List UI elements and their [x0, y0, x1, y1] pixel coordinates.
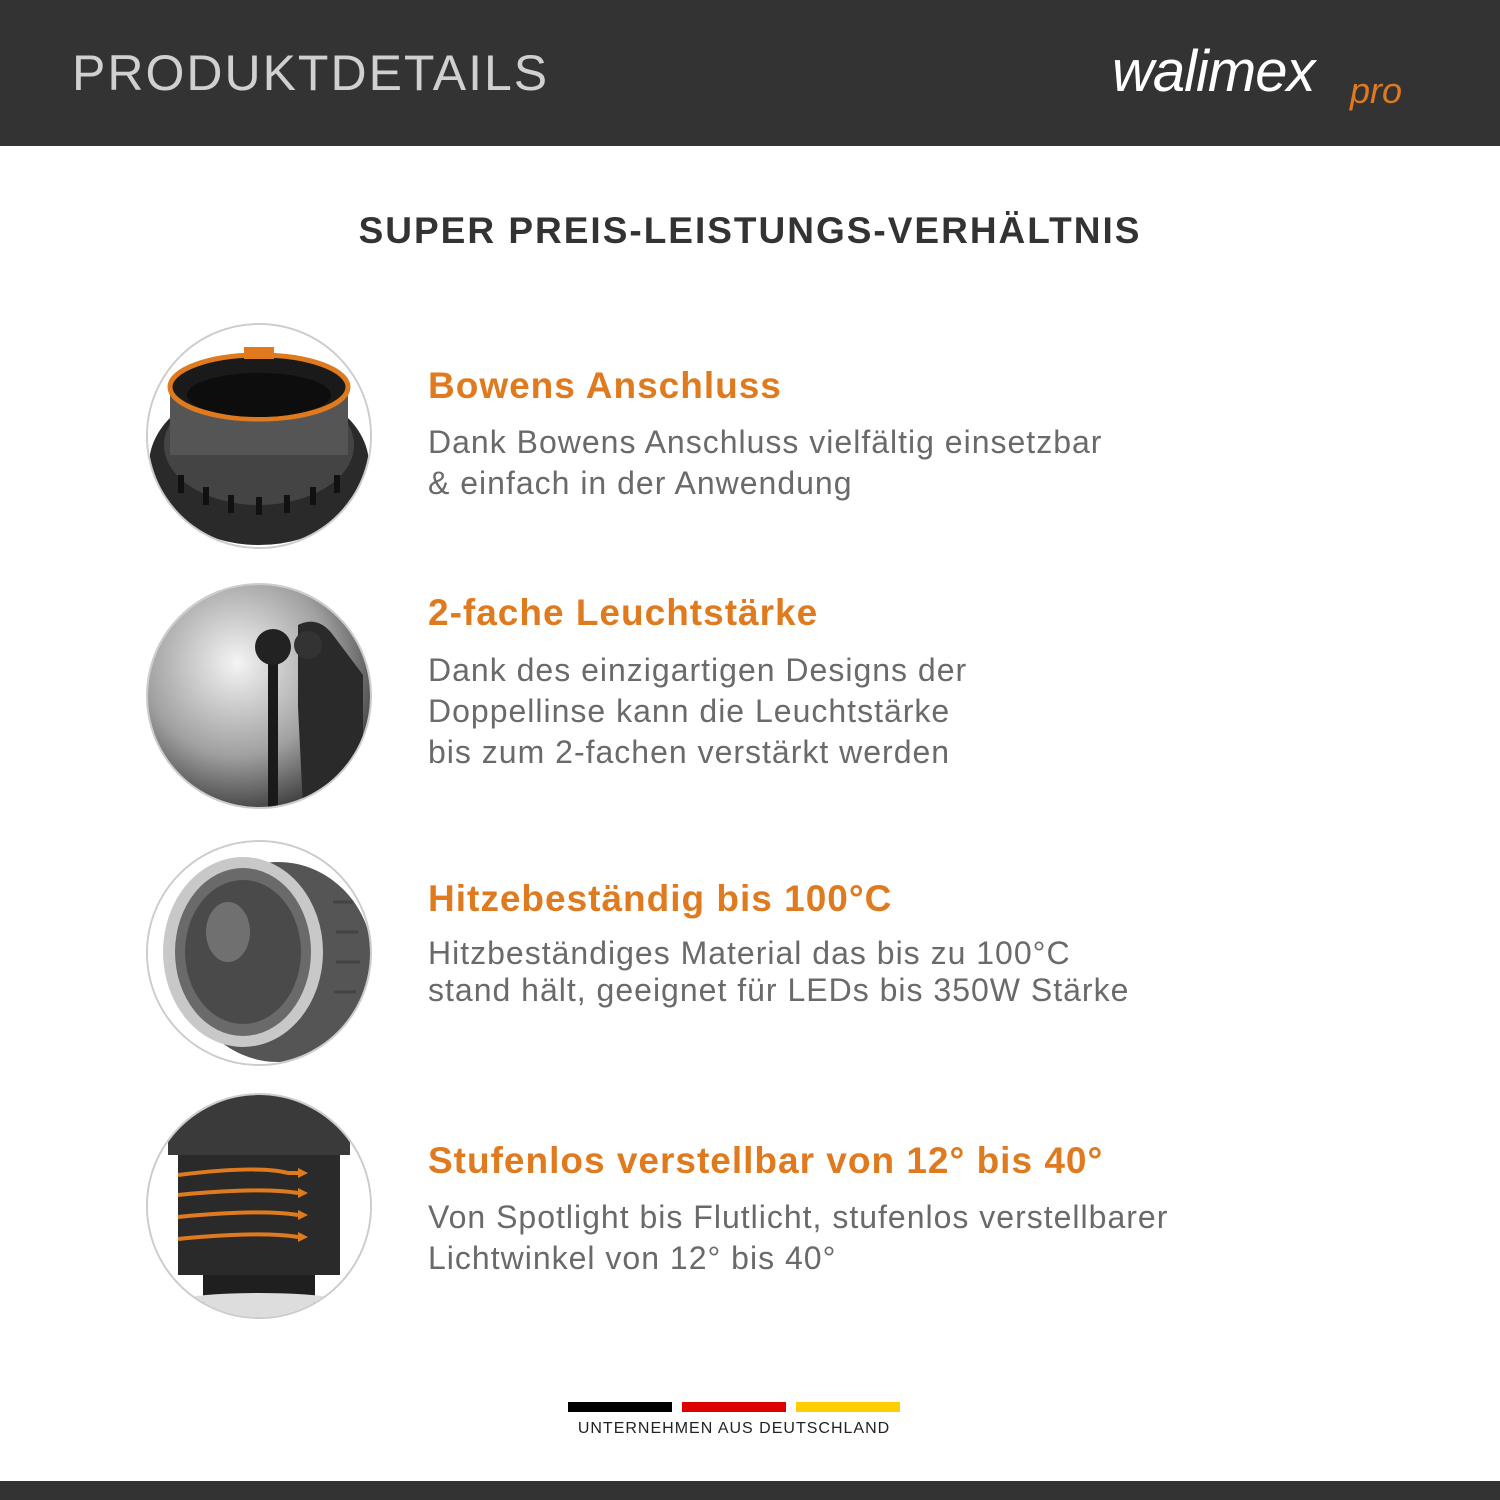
feature-description: [428, 422, 1102, 504]
flag-stripe-black: [568, 1402, 672, 1412]
description-line: Dank des einzigartigen Designs der: [428, 652, 968, 688]
logo-pro-text: pro: [1350, 70, 1403, 111]
header-bar: [0, 0, 1500, 146]
feature-description: [428, 935, 1129, 1009]
description-line: Dank Bowens Anschluss vielfältig einsetzbar: [428, 424, 1103, 460]
feature-description: [428, 650, 967, 773]
walimex-pro-logo: [1112, 32, 1432, 122]
description-line: Hitzbeständiges Material das bis zu 100°C: [428, 935, 1071, 971]
feature-title: Hitzebeständig bis 100°C: [428, 878, 893, 919]
page-title: PRODUKTDETAILS: [72, 45, 550, 101]
zoom-barrel-icon: [146, 1093, 372, 1319]
feature-title: 2-fache Leuchtstärke: [428, 592, 819, 633]
description-line: Doppellinse kann die Leuchtstärke: [428, 693, 951, 729]
logo-main-text: walimex: [1112, 39, 1315, 104]
feature-title: Stufenlos verstellbar von 12° bis 40°: [428, 1140, 1104, 1181]
description-line: & einfach in der Anwendung: [428, 465, 853, 501]
description-line: stand hält, geeignet für LEDs bis 350W Stärke: [428, 972, 1130, 1008]
feature-description: [428, 1197, 1168, 1279]
flag-stripe-red: [682, 1402, 786, 1412]
description-line: bis zum 2-fachen verstärkt werden: [428, 734, 951, 770]
photographer-light-icon: [146, 583, 372, 809]
headline: SUPER PREIS-LEISTUNGS-VERHÄLTNIS: [358, 210, 1142, 251]
flag-stripe-gold: [796, 1402, 900, 1412]
german-flag-stripes: [568, 1402, 900, 1412]
description-line: Von Spotlight bis Flutlicht, stufenlos verstellbarer: [428, 1199, 1169, 1235]
lens-icon: [146, 840, 372, 1066]
feature-title: Bowens Anschluss: [428, 365, 782, 406]
description-line: Lichtwinkel von 12° bis 40°: [428, 1240, 837, 1276]
footer-bar: [0, 1481, 1500, 1500]
footer-text: UNTERNEHMEN AUS DEUTSCHLAND: [577, 1420, 891, 1437]
bowens-mount-icon: [146, 323, 372, 549]
